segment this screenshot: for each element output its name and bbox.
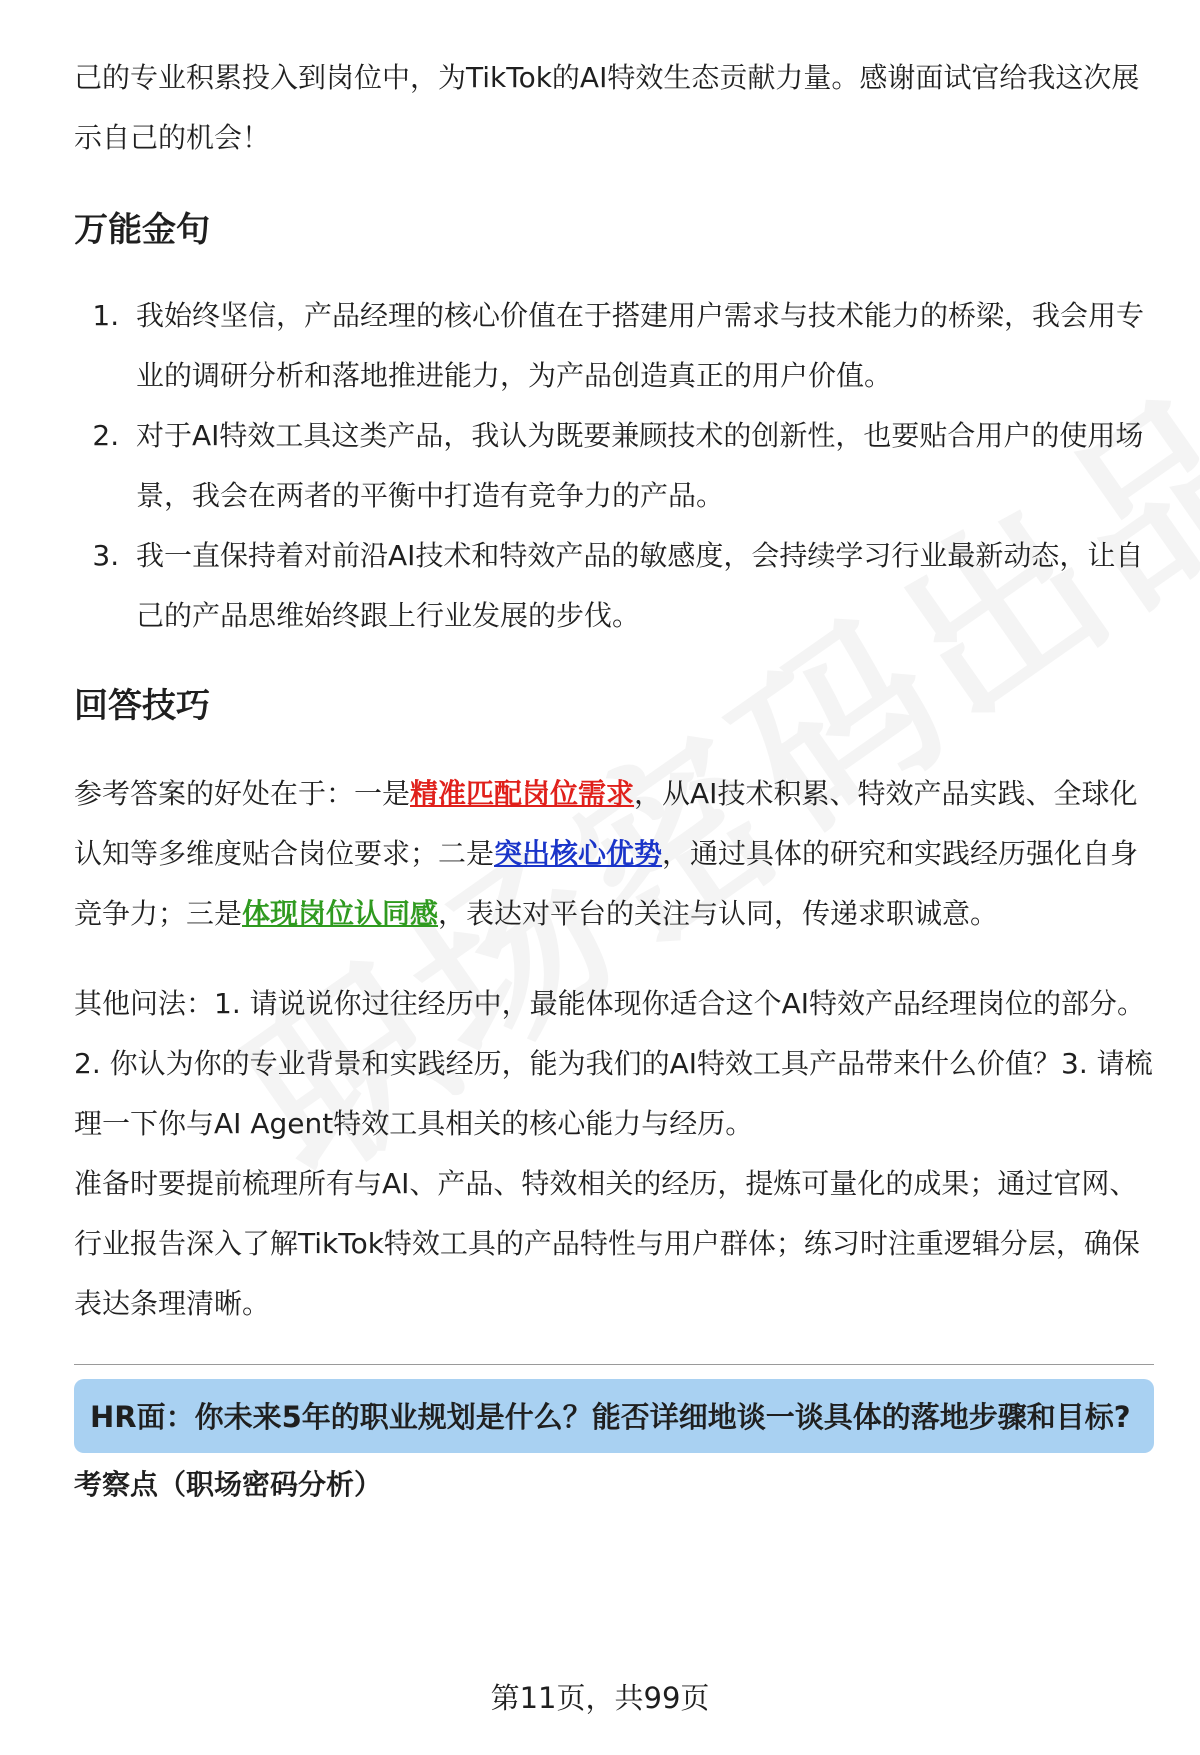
intro-continuation: 己的专业积累投入到岗位中，为TikTok的AI特效生态贡献力量。感谢面试官给我这次展示自己的机会！	[74, 61, 1140, 154]
tips-paragraph-preparation: 准备时要提前梳理所有与AI、产品、特效相关的经历，提炼可量化的成果；通过官网、行业报告深入了解TikTok特效工具的产品特性与用户群体；练习时注重逻辑分层，确保表达条理清晰。	[74, 1167, 1140, 1320]
list-item: 1. 我始终坚信，产品经理的核心价值在于搭建用户需求与技术能力的桥梁，我会用专业的调研分析和落地推进能力，为产品创造真正的用户价值。	[128, 286, 1154, 406]
list-item: 2. 对于AI特效工具这类产品，我认为既要兼顾技术的创新性，也要贴合用户的使用场景，我会在两者的平衡中打造有竞争力的产品。	[128, 406, 1154, 526]
tips-text: 参考答案的好处在于：一是	[74, 777, 411, 810]
tips-paragraph-other-questions: 其他问法：1. 请说说你过往经历中，最能体现你适合这个AI特效产品经理岗位的部分。2. 你认为你的专业背景和实践经历，能为我们的AI特效工具产品带来什么价值？3. 请梳理一下你与AI Agent特效工具相关的核心能力与经历。	[74, 987, 1153, 1140]
highlight-green: 体现岗位认同感	[242, 897, 439, 930]
tips-text: ，从AI技术积累、特效产品实践、全球化认知等多维度贴合岗位要求；二是	[74, 777, 1138, 870]
tips-paragraph-benefits	[74, 764, 1154, 944]
page-footer: 第11页，共99页	[490, 1681, 710, 1715]
tips-text: ，通过具体的研究和实践经历强化自身竞争力；三是	[74, 837, 1139, 930]
examination-point-heading: 考察点（职场密码分析）	[74, 1468, 383, 1501]
golden-quotes-list	[74, 286, 1154, 646]
highlight-red: 精准匹配岗位需求	[410, 777, 635, 810]
page-content	[74, 48, 1154, 1505]
highlight-blue: 突出核心优势	[494, 837, 663, 870]
tips-text: ，表达对平台的关注与认同，传递求职诚意。	[438, 897, 999, 930]
tips-heading: 回答技巧	[74, 686, 210, 726]
hr-question-box: HR面：你未来5年的职业规划是什么？能否详细地谈一谈具体的落地步骤和目标?	[74, 1379, 1154, 1453]
golden-quotes-heading: 万能金句	[74, 210, 210, 250]
list-item: 3. 我一直保持着对前沿AI技术和特效产品的敏感度，会持续学习行业最新动态，让自己的产品思维始终跟上行业发展的步伐。	[128, 526, 1154, 646]
